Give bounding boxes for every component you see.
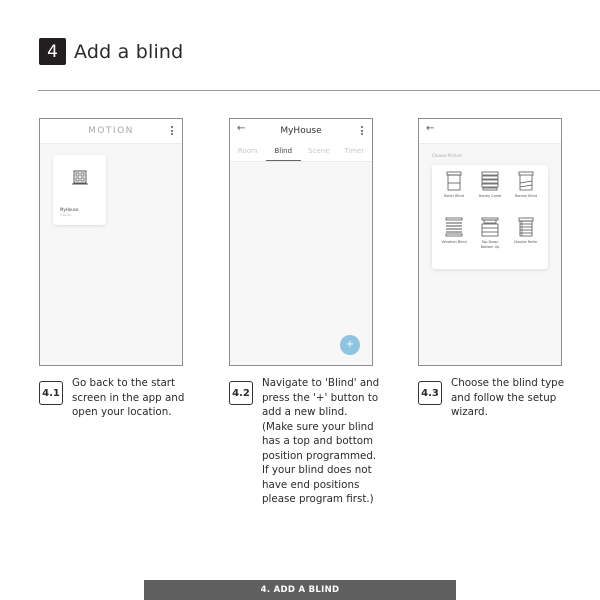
blind-option-roman[interactable] <box>508 171 544 217</box>
screenshot-start-screen <box>39 118 183 366</box>
screenshot-choose-picture <box>418 118 562 366</box>
roller-blind-icon <box>446 171 462 191</box>
step-number-badge: 4.2 <box>229 381 253 405</box>
app-bar <box>230 119 372 143</box>
step-4-3 <box>418 376 569 420</box>
blind-option-label: Double Roller <box>514 240 538 244</box>
blind-type-picker <box>432 165 548 269</box>
honeycomb-icon <box>481 171 499 191</box>
choose-picture-label: Choose Picture <box>432 153 462 158</box>
blind-option-label: Honey Comb <box>478 194 502 198</box>
step-number-badge: 4.3 <box>418 381 442 405</box>
double-roller-icon <box>518 217 534 237</box>
tab-room[interactable]: Room <box>237 147 258 155</box>
section-header <box>39 38 183 65</box>
step-text: Go back to the start screen in the app and open your location. <box>72 377 185 418</box>
blind-option-label: Roman Blind <box>514 194 538 198</box>
tab-bar <box>230 143 372 162</box>
app-title: MOTION <box>88 126 134 136</box>
section-number-badge: 4 <box>39 38 66 65</box>
top-down-bottom-up-icon <box>481 217 499 237</box>
kebab-icon[interactable] <box>361 126 363 135</box>
building-icon <box>72 170 88 186</box>
blind-option-honeycomb[interactable] <box>472 171 508 217</box>
kebab-icon[interactable] <box>171 126 173 135</box>
tab-timer[interactable]: Timer <box>344 147 365 155</box>
blind-option-double-roller[interactable] <box>508 217 544 263</box>
step-text: Navigate to 'Blind' and press the '+' button to add a new blind. (Make sure your blind has a top and bottom position programmed. If your blind does not have end positions please program first.) <box>262 377 380 505</box>
tab-blind[interactable]: Blind <box>266 143 302 161</box>
roman-blind-icon <box>518 171 534 191</box>
blind-option-venetian[interactable] <box>436 217 472 263</box>
location-card[interactable] <box>53 155 106 225</box>
footer-section-label: 4. ADD A BLIND <box>144 580 456 600</box>
location-name: MyHouse <box>60 207 79 212</box>
section-title: Add a blind <box>74 40 184 63</box>
location-title: MyHouse <box>280 126 322 136</box>
blind-option-label: Venetian Blind <box>441 240 467 244</box>
app-bar <box>40 119 182 144</box>
back-arrow-icon[interactable]: ← <box>237 123 246 134</box>
blind-option-roller[interactable] <box>436 171 472 217</box>
screenshot-blind-tab <box>229 118 373 366</box>
blind-option-label: Roller Blind <box>444 194 464 198</box>
blind-option-top-down-bottom-up[interactable] <box>472 217 508 263</box>
divider <box>38 90 600 91</box>
app-bar <box>419 119 561 144</box>
blind-option-label: Top Down Bottom Up <box>480 240 500 249</box>
add-blind-button[interactable]: + <box>340 335 360 355</box>
step-4-1 <box>39 376 190 420</box>
tab-scene[interactable]: Scene <box>308 147 330 155</box>
step-number-badge: 4.1 <box>39 381 63 405</box>
step-4-2 <box>229 376 380 507</box>
step-text: Choose the blind type and follow the setup wizard. <box>451 377 565 418</box>
back-arrow-icon[interactable]: ← <box>426 123 435 134</box>
venetian-blind-icon <box>445 217 463 237</box>
location-room-count: 0 Room <box>60 213 72 217</box>
